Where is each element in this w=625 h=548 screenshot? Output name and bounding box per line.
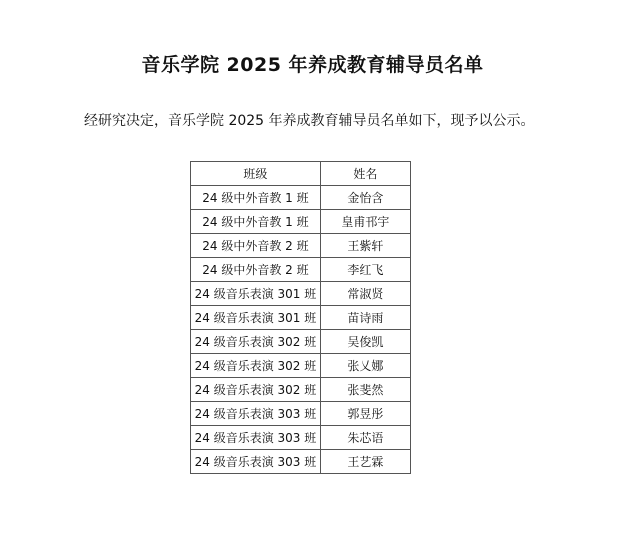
counselor-table bbox=[190, 161, 411, 474]
name-cell: 朱芯语 bbox=[320, 426, 410, 450]
table-row bbox=[191, 378, 411, 402]
class-cell: 24 级音乐表演 303 班 bbox=[191, 450, 321, 474]
class-cell: 24 级音乐表演 303 班 bbox=[191, 426, 321, 450]
class-cell: 24 级中外音教 2 班 bbox=[191, 258, 321, 282]
table-row bbox=[191, 330, 411, 354]
name-cell: 吴俊凯 bbox=[320, 330, 410, 354]
table-row bbox=[191, 402, 411, 426]
name-cell: 张乂娜 bbox=[320, 354, 410, 378]
header-name: 姓名 bbox=[320, 162, 410, 186]
name-cell: 常淑贤 bbox=[320, 282, 410, 306]
table-row bbox=[191, 186, 411, 210]
class-cell: 24 级音乐表演 302 班 bbox=[191, 378, 321, 402]
class-cell: 24 级音乐表演 302 班 bbox=[191, 354, 321, 378]
table-row bbox=[191, 426, 411, 450]
name-cell: 王艺霖 bbox=[320, 450, 410, 474]
name-cell: 皇甫邗宇 bbox=[320, 210, 410, 234]
table-row bbox=[191, 234, 411, 258]
class-cell: 24 级音乐表演 301 班 bbox=[191, 282, 321, 306]
name-cell: 金怡含 bbox=[320, 186, 410, 210]
table-row bbox=[191, 282, 411, 306]
name-cell: 郭昱彤 bbox=[320, 402, 410, 426]
name-cell: 李红飞 bbox=[320, 258, 410, 282]
table-row bbox=[191, 258, 411, 282]
name-cell: 王紫轩 bbox=[320, 234, 410, 258]
name-cell: 张斐然 bbox=[320, 378, 410, 402]
class-cell: 24 级中外音教 1 班 bbox=[191, 210, 321, 234]
class-cell: 24 级中外音教 2 班 bbox=[191, 234, 321, 258]
class-cell: 24 级音乐表演 302 班 bbox=[191, 330, 321, 354]
table-header-row bbox=[191, 162, 411, 186]
class-cell: 24 级音乐表演 301 班 bbox=[191, 306, 321, 330]
header-class: 班级 bbox=[191, 162, 321, 186]
intro-paragraph: 经研究决定，音乐学院 2025 年养成教育辅导员名单如下，现予以公示。 bbox=[84, 113, 535, 129]
table-row bbox=[191, 306, 411, 330]
table-row bbox=[191, 450, 411, 474]
class-cell: 24 级中外音教 1 班 bbox=[191, 186, 321, 210]
page-title: 音乐学院 2025 年养成教育辅导员名单 bbox=[141, 54, 484, 76]
table-row bbox=[191, 210, 411, 234]
name-cell: 苗诗雨 bbox=[320, 306, 410, 330]
class-cell: 24 级音乐表演 303 班 bbox=[191, 402, 321, 426]
table-row bbox=[191, 354, 411, 378]
